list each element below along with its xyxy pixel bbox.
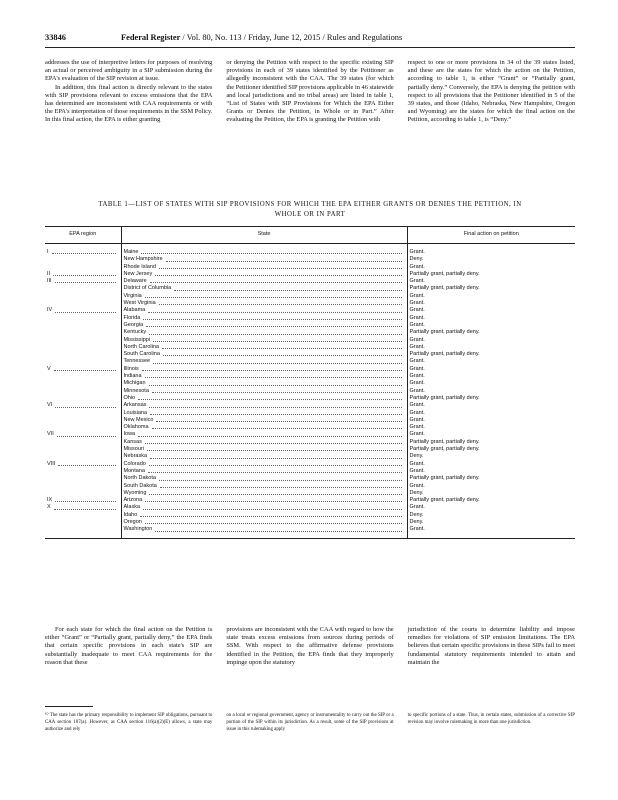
table-row [45, 278, 575, 285]
state-cell-text: Indiana [123, 373, 142, 380]
region-cell [45, 380, 121, 387]
state-cell [121, 271, 407, 278]
region-cell [45, 468, 121, 475]
action-cell: Grant. [409, 424, 425, 431]
state-cell [121, 431, 407, 438]
state-cell [121, 315, 407, 322]
state-cell-text: Tennessee [123, 358, 151, 365]
state-cell-text: Missouri [123, 446, 144, 453]
text-column-2 [226, 59, 393, 194]
region-cell [45, 461, 121, 468]
action-cell: Deny. [409, 453, 424, 460]
paragraph: respect to one or more provisions in 34 of the 39 states listed, and these are the states for which the action on the Petition, according to table 1, is either “Grant” or “Partially grant, partially deny.” Conversely, the EPA is denying the petition with respect to all provisions that the Petitioner identified in 5 of the 39 states, and those (Idaho, Nebraska, New Hampshire, Oregon and Wyoming) are the states for which the final action on the Petition, according to table 1, is “Deny.” [407, 59, 575, 124]
table-row [45, 453, 575, 460]
state-cell-text: Illinois [123, 365, 139, 372]
state-cell [121, 264, 407, 271]
region-cell [45, 483, 121, 490]
table-row [45, 344, 575, 351]
top-text-columns [45, 59, 575, 194]
table-row [45, 337, 575, 344]
state-cell [121, 256, 407, 263]
state-cell-text: Louisiana [123, 409, 148, 416]
action-cell: Grant. [409, 482, 425, 489]
state-cell-text: Washington [123, 526, 153, 533]
table-caption [45, 200, 575, 220]
action-cell: Grant. [409, 343, 425, 350]
state-cell [121, 402, 407, 409]
action-cell: Grant. [409, 314, 425, 321]
action-cell: Grant. [409, 387, 425, 394]
region-cell [45, 285, 121, 292]
state-cell-text: Michigan [123, 380, 146, 387]
region-cell [45, 453, 121, 460]
region-cell-text: VII [47, 431, 54, 438]
action-cell: Grant. [409, 416, 425, 423]
state-cell-text: Ohio [123, 394, 136, 401]
action-cell: Grant. [409, 278, 425, 285]
table-row [45, 285, 575, 292]
action-cell: Grant. [409, 336, 425, 343]
state-cell [121, 244, 407, 257]
state-cell [121, 395, 407, 402]
table-row [45, 271, 575, 278]
state-cell-text: Alaska [123, 504, 141, 511]
footnotes [45, 712, 575, 733]
journal-name: Federal Register [121, 33, 181, 42]
text-column-3 [408, 59, 575, 194]
region-cell-text: IV [47, 307, 53, 314]
state-cell [121, 293, 407, 300]
footnote-column: on a local or regional government, agency or instrumentality to carry out the SIP or a portion of the SIP within its jurisdiction. As a result, some of the SIP provisions at issue in this rulemaking apply [226, 713, 394, 733]
action-cell: Grant. [409, 358, 425, 365]
region-cell [45, 424, 121, 431]
state-cell [121, 461, 407, 468]
region-cell [45, 475, 121, 482]
region-cell [45, 256, 121, 263]
state-cell [121, 344, 407, 351]
state-cell [121, 358, 407, 365]
state-cell [121, 329, 407, 336]
action-cell: Grant. [409, 321, 425, 328]
state-cell-text: Colorado [123, 460, 146, 467]
paragraph: addresses the use of interpretive letters for purposes of resolving an actual or perceived ambiguity in a SIP submission during the EPA's evaluation of the SIP revision at issue. [45, 59, 213, 83]
states-table [45, 226, 575, 539]
table-row [45, 519, 575, 526]
region-cell-text: IX [47, 497, 53, 504]
column-header-action: Final action on petition [407, 227, 575, 244]
action-cell: Partially grant, partially deny. [409, 446, 480, 453]
action-cell: Partially grant, partially deny. [409, 329, 480, 336]
state-cell-text: South Dakota [123, 482, 157, 489]
table-body [45, 244, 575, 539]
table-row [45, 256, 575, 263]
state-cell-text: Virginia [123, 292, 142, 299]
state-cell-text: Kentucky [123, 329, 147, 336]
table-header-row [45, 227, 575, 244]
region-cell [45, 344, 121, 351]
table-row [45, 264, 575, 271]
action-cell: Partially grant, partially deny. [409, 270, 480, 277]
region-cell [45, 519, 121, 526]
text-column-1 [45, 59, 212, 194]
table-row [45, 512, 575, 519]
table-row [45, 380, 575, 387]
action-cell: Grant. [409, 249, 425, 255]
action-cell: Grant. [409, 373, 425, 380]
running-title [121, 33, 402, 42]
region-cell-text: I [47, 249, 49, 255]
page-header [45, 33, 575, 48]
action-cell: Grant. [409, 431, 425, 438]
table-row [45, 431, 575, 438]
region-cell [45, 271, 121, 278]
state-cell-text: North Carolina [123, 343, 159, 350]
region-cell-text: VI [47, 402, 53, 409]
state-cell-text: New Mexico [123, 416, 154, 423]
state-cell-text: Mississippi [123, 336, 151, 343]
paragraph: jurisdiction of the courts to determine liability and impose remedies for violations of SIP emission limitations. The EPA believes that certain specific provisions in these SIPs fail to meet fundamental statutory requirements intended to attain and maintain the [407, 626, 575, 666]
region-cell-text: V [47, 365, 51, 372]
action-cell: Grant. [409, 300, 425, 307]
state-cell [121, 380, 407, 387]
state-cell-text: Florida [123, 314, 141, 321]
table-row [45, 322, 575, 329]
action-cell: Deny. [409, 489, 424, 496]
table-row [45, 244, 575, 257]
table-row [45, 358, 575, 365]
table-row [45, 388, 575, 395]
table-row [45, 417, 575, 424]
state-cell [121, 278, 407, 285]
action-cell: Partially grant, partially deny. [409, 351, 480, 358]
table-row [45, 483, 575, 490]
state-cell-text: Idaho [123, 511, 138, 518]
paragraph: or denying the Petition with respect to the specific existing SIP provisions in each of 39 states identified by the Petitioner as allegedly inconsistent with the CAA. The 39 states (for which the Petitioner identified SIP provisions applicable in 46 statewide and local jurisdictions and no tribal areas) are listed in table 1, “List of States with SIP Provisions for Which the EPA Either Grants or Denies the Petition, in Whole or in Part.” After evaluating the Petition, the EPA is granting the Petition with [226, 59, 394, 124]
table-row [45, 410, 575, 417]
state-cell [121, 490, 407, 497]
state-cell-text: Oregon [123, 518, 142, 525]
state-cell [121, 504, 407, 511]
table-row [45, 307, 575, 314]
region-cell-text: X [47, 504, 51, 511]
table-row [45, 315, 575, 322]
state-cell [121, 483, 407, 490]
action-cell: Grant. [407, 526, 575, 538]
action-cell: Partially grant, partially deny. [409, 285, 480, 292]
region-cell [45, 512, 121, 519]
table-row [45, 300, 575, 307]
table-row [45, 366, 575, 373]
paragraph: provisions are inconsistent with the CAA with regard to how the state treats excess emissions from sources during periods of SSM. With respect to the affirmative defense provisions identified in the Petition, the EPA finds that they improperly impinge upon the statutory [226, 626, 394, 666]
region-cell [45, 300, 121, 307]
state-cell-text: New Hampshire [123, 256, 163, 263]
state-cell-text: District of Columbia [123, 285, 172, 292]
issue-info: / Vol. 80, No. 113 / Friday, June 12, 2015 / Rules and Regulations [182, 33, 403, 42]
column-header-region: EPA region [45, 227, 121, 244]
region-cell [45, 244, 121, 257]
region-cell [45, 497, 121, 504]
state-cell [121, 512, 407, 519]
action-cell: Grant. [409, 402, 425, 409]
action-cell: Deny. [409, 256, 424, 263]
text-column-2 [226, 626, 393, 696]
region-cell [45, 402, 121, 409]
state-cell-text: Rhode Island [123, 263, 156, 270]
text-column-3 [408, 626, 575, 696]
table-caption-line: WHOLE OR IN PART [274, 211, 346, 218]
state-cell-text: Minnesota [123, 387, 149, 394]
state-cell [121, 468, 407, 475]
state-cell-text: Arkansas [123, 402, 147, 409]
state-cell [121, 337, 407, 344]
state-cell [121, 417, 407, 424]
action-cell: Partially grant, partially deny. [409, 438, 480, 445]
region-cell [45, 307, 121, 314]
action-cell: Grant. [409, 504, 425, 511]
table-row [45, 497, 575, 504]
column-header-state: State [121, 227, 407, 244]
region-cell [45, 504, 121, 511]
region-cell [45, 264, 121, 271]
state-cell-text: Georgia [123, 321, 144, 328]
table-row [45, 526, 575, 538]
text-column-1 [45, 626, 212, 696]
state-cell-text: Arizona [123, 497, 143, 504]
table-row [45, 468, 575, 475]
action-cell: Grant. [409, 467, 425, 474]
region-cell [45, 351, 121, 358]
footnote-column: ¹⁰ The state has the primary responsibility to implement SIP obligations, pursuant to CAA section 107(a). However, as CAA section 116(a)(2)(E) allows, a state may authorize and rely [45, 713, 213, 733]
table-row [45, 439, 575, 446]
table-row [45, 424, 575, 431]
state-cell-text: Kansas [123, 438, 142, 445]
state-cell [121, 373, 407, 380]
table-row [45, 402, 575, 409]
state-cell [121, 439, 407, 446]
state-cell [121, 285, 407, 292]
state-cell [121, 453, 407, 460]
state-cell-text: Maine [123, 249, 139, 255]
region-cell [45, 358, 121, 365]
state-cell-text: Montana [123, 467, 145, 474]
state-cell-text: Wyoming [123, 489, 147, 496]
region-cell-text: III [47, 278, 52, 285]
footnote-column: to specific portions of a state. Thus, in certain states, submission of a corrective SIP revision may involve rulemaking in more than one jurisdiction. [407, 713, 575, 726]
state-cell-text: South Carolina [123, 351, 160, 358]
table-row [45, 490, 575, 497]
region-cell [45, 278, 121, 285]
state-cell-text: West Virginia [123, 300, 156, 307]
region-cell [45, 373, 121, 380]
action-cell: Grant. [409, 365, 425, 372]
state-cell-text: Iowa [123, 431, 136, 438]
table-row [45, 446, 575, 453]
table-row [45, 395, 575, 402]
state-cell [121, 366, 407, 373]
region-cell [45, 388, 121, 395]
table-caption-line: TABLE 1—LIST OF STATES WITH SIP PROVISIONS FOR WHICH THE EPA EITHER GRANTS OR DENIES THE PETITION, IN [98, 201, 522, 208]
region-cell [45, 329, 121, 336]
action-cell: Grant. [409, 292, 425, 299]
state-cell [121, 424, 407, 431]
region-cell [45, 366, 121, 373]
state-cell [121, 526, 407, 538]
table-row [45, 475, 575, 482]
region-cell-text: VIII [47, 460, 56, 467]
state-cell [121, 410, 407, 417]
paragraph: For each state for which the final action on the Petition is either “Grant” or “Partially grant, partially deny,” the EPA finds that certain specific provisions in each state's SIP are substantially inadequate to meet CAA requirements for the reason that these [45, 626, 213, 666]
state-cell [121, 351, 407, 358]
region-cell [45, 410, 121, 417]
region-cell [45, 431, 121, 438]
table-row [45, 373, 575, 380]
region-cell [45, 526, 121, 538]
region-cell [45, 322, 121, 329]
action-cell: Partially grant, partially deny. [409, 497, 480, 504]
table-row [45, 329, 575, 336]
state-cell-text: Alabama [123, 307, 146, 314]
state-cell [121, 497, 407, 504]
state-cell [121, 475, 407, 482]
action-cell: Deny. [409, 511, 424, 518]
action-cell: Deny. [409, 518, 424, 525]
state-cell-text: Delaware [123, 278, 147, 285]
action-cell: Grant. [409, 307, 425, 314]
action-cell: Partially grant, partially deny. [409, 475, 480, 482]
state-cell-text: New Jersey [123, 270, 153, 277]
state-cell [121, 388, 407, 395]
page-number: 33846 [45, 33, 66, 42]
table-row [45, 351, 575, 358]
paragraph: In addition, this final action is directly relevant to the states with SIP provisions relevant to excess emissions that the EPA has determined are inconsistent with CAA requirements or with the EPA's interpretation of those requirements in the SSM Policy. In this final action, the EPA is either granting [45, 83, 213, 124]
region-cell [45, 337, 121, 344]
action-cell: Grant. [409, 380, 425, 387]
footnote-rule [45, 706, 93, 707]
region-cell [45, 293, 121, 300]
state-cell [121, 519, 407, 526]
state-cell-text: Nebraska [123, 453, 148, 460]
state-cell-text: North Dakota [123, 475, 156, 482]
region-cell [45, 395, 121, 402]
state-cell [121, 322, 407, 329]
state-cell [121, 307, 407, 314]
region-cell [45, 446, 121, 453]
action-cell: Grant. [409, 409, 425, 416]
state-cell [121, 300, 407, 307]
action-cell: Grant. [409, 263, 425, 270]
state-cell [121, 446, 407, 453]
region-cell [45, 417, 121, 424]
region-cell [45, 490, 121, 497]
region-cell-text: II [47, 270, 51, 277]
table-row [45, 293, 575, 300]
table-row [45, 461, 575, 468]
action-cell: Partially grant, partially deny. [409, 394, 480, 401]
region-cell [45, 315, 121, 322]
state-cell-text: Oklahoma [123, 424, 149, 431]
action-cell: Grant. [409, 460, 425, 467]
bottom-text-columns [45, 626, 575, 696]
table-row [45, 504, 575, 511]
region-cell [45, 439, 121, 446]
